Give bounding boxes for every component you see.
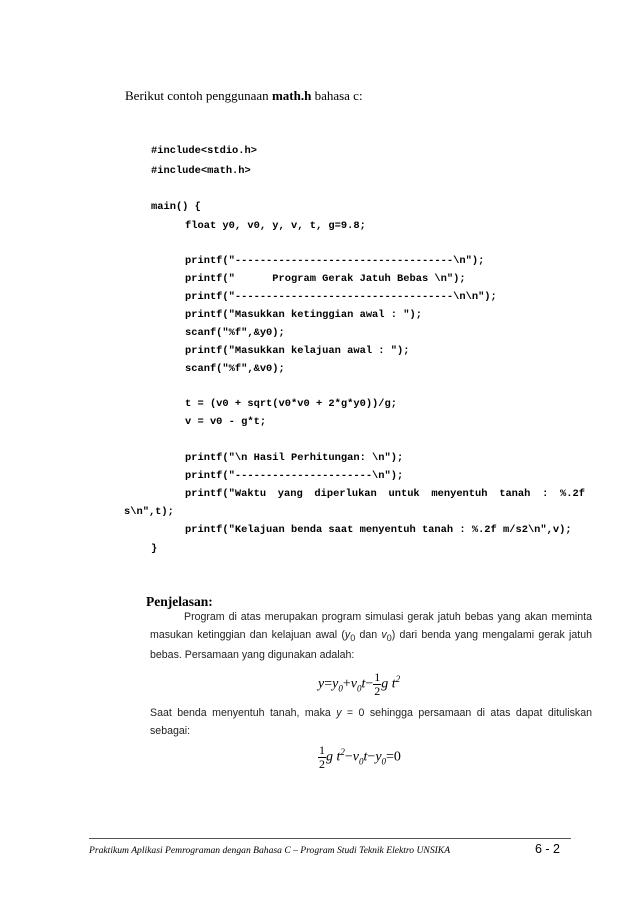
denominator: 2 (319, 757, 325, 771)
code-line: printf("Masukkan kelajuan awal : "); (185, 345, 410, 357)
subscript: 0 (359, 756, 364, 767)
eq-operator: − (367, 749, 376, 765)
eq-term: v (352, 749, 360, 765)
eq-term: g (381, 676, 389, 692)
explanation-paragraph-1 (150, 609, 592, 665)
intro-bold-term: math.h (271, 88, 312, 103)
denominator: 2 (374, 684, 381, 698)
paragraph-text: Program di atas merupakan program simulasi gerak jatuh bebas yang akan meminta masukan ketinggian dan kelajuan awal ( (150, 611, 592, 641)
footer-divider (89, 838, 571, 839)
code-token: yang (277, 488, 303, 500)
symbol-v0: v (381, 628, 387, 641)
paragraph-text: ) dari benda yang mengalami gerak jatuh bebas. Persamaan yang digunakan adalah: (150, 628, 593, 662)
eq-term: t (361, 676, 366, 692)
code-line: #include<stdio.h> (151, 145, 258, 157)
subscript: 0 (338, 683, 343, 694)
eq-operator: − (365, 676, 374, 692)
code-line-wrapped (185, 487, 585, 501)
code-line: printf("Kelajuan benda saat menyentuh tanah : %.2f m/s2\n",v); (185, 524, 572, 536)
explanation-paragraph-2 (150, 705, 592, 740)
intro-prefix: Berikut contoh penggunaan (125, 88, 272, 103)
eq-operator: + (342, 676, 351, 692)
paragraph-text: = 0 sehingga persamaan di atas dapat dituliskan sebagai: (150, 707, 592, 737)
superscript: 2 (340, 747, 345, 758)
code-line: printf("----------------------\n"); (185, 470, 404, 482)
code-line: printf(" Program Gerak Jatuh Bebas \n"); (185, 273, 466, 285)
eq-term: g (326, 749, 333, 765)
superscript: 2 (395, 674, 401, 685)
eq-term: y (375, 749, 382, 765)
eq-term: v (350, 676, 357, 692)
paragraph-text: Saat benda menyentuh tanah, maka (150, 707, 337, 719)
code-line: printf("Masukkan ketinggian awal : "); (185, 309, 422, 321)
code-token: menyentuh (431, 488, 488, 500)
eq-operator: = (324, 676, 333, 692)
subscript: 0 (356, 683, 362, 694)
eq-term: t (336, 749, 341, 765)
code-line: main() { (151, 201, 201, 213)
code-line: #include<math.h> (151, 165, 251, 177)
eq-term: y (332, 676, 339, 692)
footer-text: Praktikum Aplikasi Pemrograman dengan Bahasa C – Program Studi Teknik Elektro UNSIKA (89, 845, 451, 856)
code-line: scanf("%f",&y0); (185, 327, 285, 339)
symbol-y: y (336, 707, 342, 719)
eq-term: t (391, 676, 396, 692)
subscript: 0 (386, 632, 392, 643)
fraction (318, 744, 326, 771)
eq-term: y (318, 676, 325, 692)
paragraph-text: dan (355, 628, 382, 641)
code-token: %.2f (560, 488, 585, 500)
subscript: 0 (350, 632, 356, 643)
code-line: printf("\n Hasil Perhitungan: \n"); (185, 452, 404, 464)
subscript: 0 (381, 756, 387, 767)
code-token: diperlukan (314, 488, 377, 500)
equation-position (318, 671, 400, 698)
code-line: s\n",t); (124, 506, 174, 518)
eq-operator: − (344, 749, 353, 765)
numerator: 1 (319, 743, 325, 757)
code-line: printf("-----------------------------------\n"); (185, 255, 485, 267)
code-line: v = v0 - g*t; (185, 416, 267, 428)
intro-suffix: bahasa c: (311, 88, 363, 103)
code-token: : (542, 488, 549, 500)
eq-operator: =0 (386, 749, 401, 765)
code-token: tanah (499, 488, 531, 500)
equation-impact (318, 744, 401, 771)
code-line: scanf("%f",&v0); (185, 363, 285, 375)
code-line: t = (v0 + sqrt(v0*v0 + 2*g*y0))/g; (185, 398, 398, 410)
numerator: 1 (374, 670, 381, 684)
eq-term: t (363, 749, 368, 765)
intro-sentence (125, 88, 363, 104)
code-line: float y0, v0, y, v, t, g=9.8; (185, 220, 366, 232)
page-number: 6 - 2 (535, 842, 561, 856)
code-line: } (151, 543, 158, 555)
section-heading: Penjelasan: (146, 594, 213, 609)
code-token: untuk (388, 488, 420, 500)
symbol-y0: y (344, 628, 351, 641)
code-line: printf("-----------------------------------\n\n"); (185, 291, 497, 303)
code-token: printf("Waktu (185, 488, 267, 500)
